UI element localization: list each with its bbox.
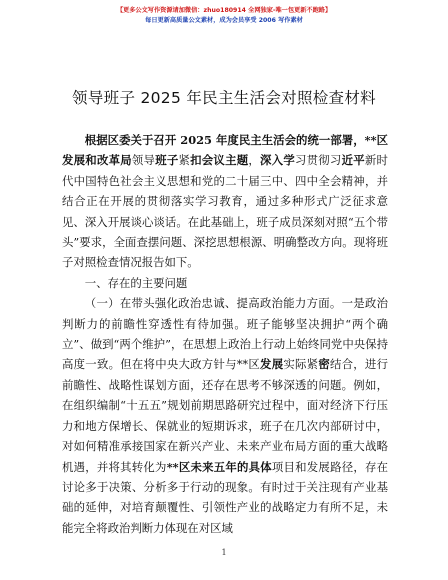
promo-banner-line-1: 【更多公文写作资源请加微信：zhuo180914 全网独家-唯一包更新不跑路】 [116,7,332,14]
intro-span-9: 近平 [341,153,365,168]
intro-span-5: 扣会议主题 [190,153,249,168]
problem-span-5: 结合，进行前瞻性、战略性谋划方面，还存在思考不够深透的问题。例如，在组织编制“十五五”规划前期思路研究过程中，面对经济下行压力和地方保增长、保就业的短期诉求，班子在几次内部研讨中，对如何精准承接国家在新兴产业、未来产业布局方面的重大战略机遇，并将其转化为 [62,357,388,474]
promo-banner [0,6,448,26]
intro-span-10: 新时代中国特色社会主义思想和党的二十届三中、四中全会精神，并结合正在开展的贯彻落实学习教育，通过多种形式广泛征求意见、深入开展谈心谈话。在此基础上，班子成员深刻对照“五个带头”要求，全面查摆问题、深挖思想根源、明确整改方向。现将班子对照检查情况报告如下。 [62,153,388,270]
intro-paragraph [62,130,388,273]
problem-span-4: 密 [318,357,330,372]
section-heading: 一、存在的主要问题 [84,275,188,290]
problem-span-6: **区未来五年的具体 [166,459,272,474]
page-number: 1 [221,548,227,557]
problem-span-7: 项目和发展路径，存在讨论多于决策、分析多于行动的现象。有时过于关注现有产业基础的延伸，对培育颠覆性、引领性产业的战略定力有所不足，未能完全将政治判断力体现在对区域 [62,459,388,535]
intro-span-6: ， [248,153,261,168]
intro-span-8: 习贯彻习 [294,153,342,168]
problem-span-2: 发展 [260,357,284,372]
promo-banner-line-2: 每日更新高质量公文素材，成为会员享受 2006 写作素材 [145,17,303,24]
intro-span-3: 班子 [155,153,179,168]
intro-span-2: 领导 [131,153,156,168]
intro-span-1: 根据区委关于召开 2025 年度民主生活会的统一部署，**区发展和改革局 [62,133,388,168]
problem-span-1: （一）在带头强化政治忠诚、提高政治能力方面。一是政治判断力的前瞻性穿透性有待加强。班子能够坚决拥护“两个确立”、做到“两个维护”，在思想上政治上行动上始终同党中央保持高度一致。但在将中央大政方针与**区 [62,296,388,372]
intro-span-7: 深入学 [260,153,295,168]
document-body [62,130,388,538]
document-title: 领导班子 2025 年民主生活会对照检查材料 [72,89,376,107]
problem-span-3: 实际紧 [283,357,319,372]
problem-paragraph [62,293,388,538]
intro-span-4: 紧 [178,153,191,168]
